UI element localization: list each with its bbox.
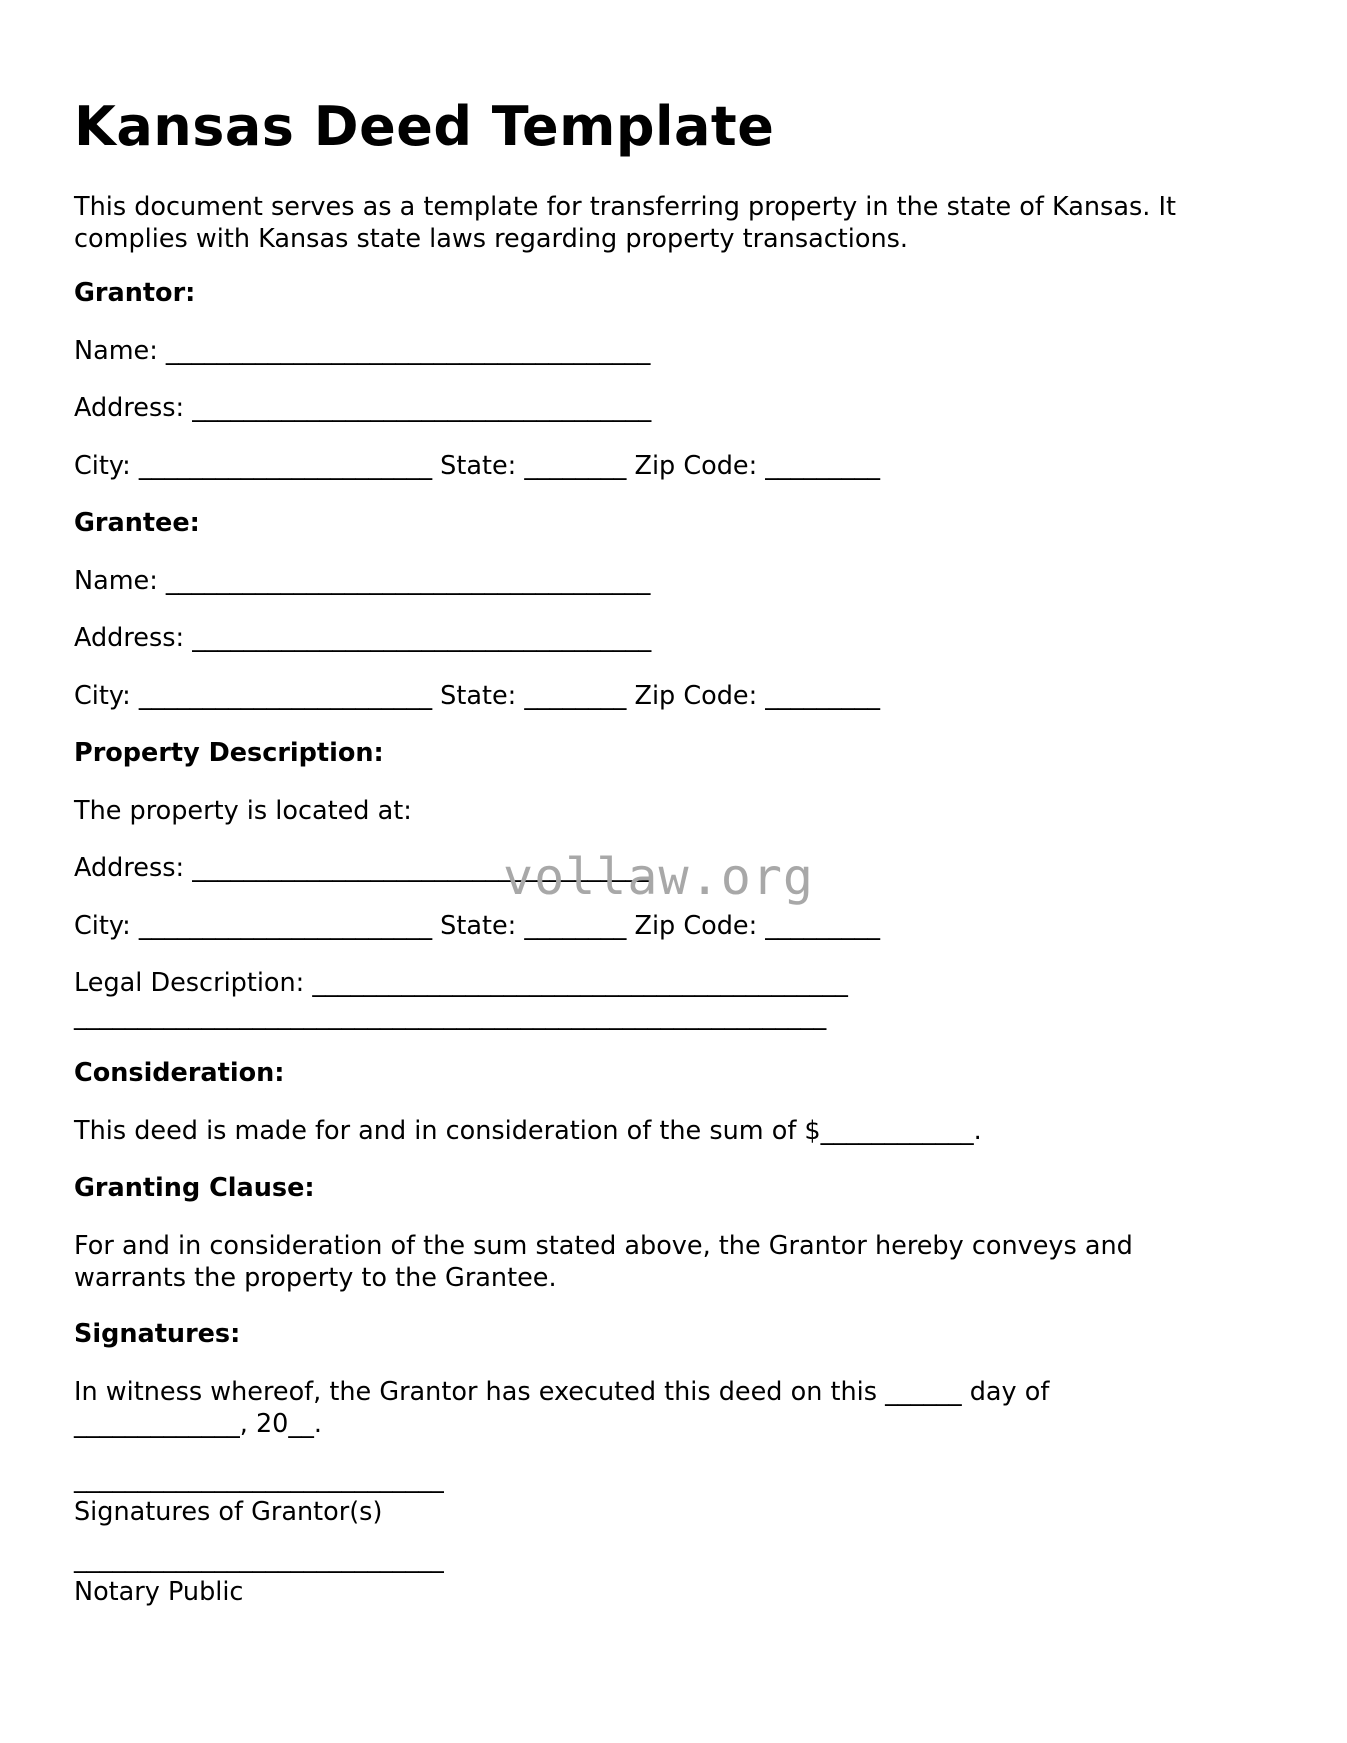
grantor-signature-line: _____________________________ [74,1464,444,1494]
property-address-field: Address: ____________________________________ [74,853,652,883]
intro-text: This document serves as a template for transferring property in the state of Kansas. It complies with Kansas state laws regarding property transactions. [74,192,1176,254]
watermark: vollaw.org [503,848,815,906]
granting-clause-heading: Granting Clause: [74,1173,315,1203]
granting-clause-text: For and in consideration of the sum stated above, the Grantor hereby conveys and warrants the property to the Grantee. [74,1231,1133,1293]
signatures-heading: Signatures: [74,1319,241,1349]
grantor-city-state-zip: City: _______________________ State: ________ Zip Code: _________ [74,451,881,481]
consideration-text: This deed is made for and in consideration of the sum of $____________. [74,1116,982,1146]
grantor-heading: Grantor: [74,278,196,308]
grantor-address-field: Address: ____________________________________ [74,393,652,423]
property-located-text: The property is located at: [74,796,412,826]
grantor-signature-label: Signatures of Grantor(s) [74,1497,383,1527]
grantee-city-state-zip: City: _______________________ State: ________ Zip Code: _________ [74,681,881,711]
grantor-name-field: Name: ______________________________________ [74,336,651,366]
witness-text-line1: In witness whereof, the Grantor has executed this deed on this ______ day of [74,1377,1050,1407]
property-heading: Property Description: [74,738,384,768]
grantee-address-field: Address: ____________________________________ [74,623,652,653]
legal-description-field: Legal Description: __________________________________________ [74,968,848,998]
witness-text-line2: _____________, 20__. [74,1409,323,1439]
page-title: Kansas Deed Template [74,95,775,158]
notary-signature-line: _____________________________ [74,1544,444,1574]
property-city-state-zip: City: _______________________ State: ________ Zip Code: _________ [74,911,881,941]
notary-label: Notary Public [74,1577,244,1607]
consideration-heading: Consideration: [74,1058,285,1088]
grantee-heading: Grantee: [74,508,200,538]
grantee-name-field: Name: ______________________________________ [74,566,651,596]
legal-description-line: ___________________________________________________________ [74,1001,827,1031]
